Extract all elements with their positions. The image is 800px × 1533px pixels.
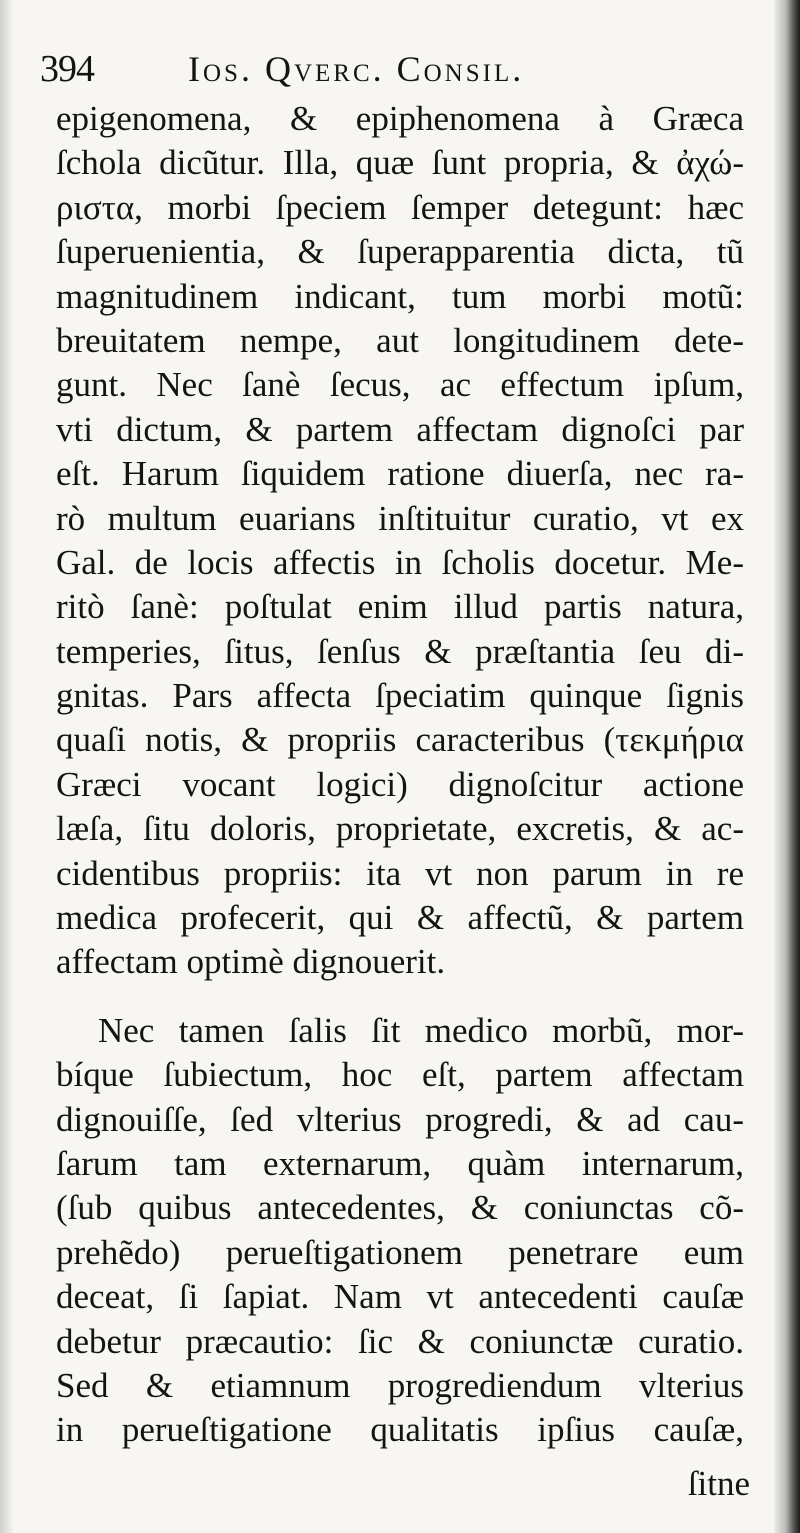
- text-line: magnitudinem indicant, tum morbi motũ:: [56, 276, 744, 316]
- text-line: debetur præcautio: ſic & coniunctæ curatio.: [56, 1321, 744, 1361]
- text-line: gunt. Nec ſanè ſecus, ac effectum ipſum,: [56, 365, 744, 405]
- text-line: rò multum euarians inſtituitur curatio, vt ex: [56, 498, 744, 538]
- text-line: temperies, ſitus, ſenſus & præſtantia ſeu di-: [56, 631, 744, 671]
- text-line: Gal. de locis affectis in ſcholis docetur. Me-: [56, 542, 744, 582]
- text-line: prehẽdo) perueſtigationem penetrare eum: [56, 1232, 744, 1272]
- text-line: cidentibus propriis: ita vt non parum in re: [56, 853, 744, 893]
- text-line: læſa, ſitu doloris, proprietate, excretis, & ac-: [56, 809, 744, 849]
- text-line: (ſub quibus antecedentes, & coniunctas cõ-: [56, 1188, 744, 1228]
- text-line: medica profecerit, qui & affectũ, & partem: [56, 898, 744, 938]
- text-line: ſuperuenientia, & ſuperapparentia dicta, tũ: [56, 232, 744, 272]
- paragraph-1: [56, 97, 744, 985]
- text-line: ritò ſanè: poſtulat enim illud partis natura,: [56, 587, 744, 627]
- running-head: Ios. Qverc. Consil.: [188, 49, 525, 89]
- text-line: bíque ſubiectum, hoc eſt, partem affectam: [56, 1055, 744, 1095]
- paragraph-gap: [56, 985, 744, 1009]
- text-line: eſt. Harum ſiquidem ratione diuerſa, nec ra-: [56, 454, 744, 494]
- text-line: ριστα, morbi ſpeciem ſemper detegunt: hæc: [56, 187, 744, 227]
- text-line: dignouiſſe, ſed vlterius progredi, & ad cau-: [56, 1099, 744, 1139]
- catchword: ſitne: [687, 1464, 750, 1503]
- body-text: [56, 97, 744, 1453]
- text-line: quaſi notis, & propriis caracteribus (τεκμήρια: [56, 720, 744, 760]
- page-left-edge: [0, 0, 14, 1533]
- page-number: 394: [40, 48, 94, 90]
- paragraph-2: [56, 1009, 744, 1453]
- text-line: vti dictum, & partem affectam dignoſci par: [56, 409, 744, 449]
- page-header: [40, 44, 740, 94]
- text-line: Nec tamen ſalis ſit medico morbũ, mor-: [98, 1010, 744, 1050]
- text-line: affectam optimè dignouerit.: [56, 942, 446, 982]
- text-line: ſchola dicũtur. Illa, quæ ſunt propria, & ἀχώ-: [56, 143, 744, 183]
- page-gutter-shadow: [774, 0, 800, 1533]
- text-line: in perueſtigatione qualitatis ipſius cauſæ,: [56, 1410, 744, 1450]
- text-line: deceat, ſi ſapiat. Nam vt antecedenti cauſæ: [56, 1277, 744, 1317]
- text-line: Græci vocant logici) dignoſcitur actione: [56, 764, 744, 804]
- text-line: Sed & etiamnum progrediendum vlterius: [56, 1365, 744, 1405]
- text-line: breuitatem nempe, aut longitudinem dete-: [56, 320, 744, 360]
- text-line: gnitas. Pars affecta ſpeciatim quinque ſignis: [56, 676, 744, 716]
- text-line: epigenomena, & epiphenomena à Græca: [56, 99, 744, 138]
- text-line: ſarum tam externarum, quàm internarum,: [56, 1143, 744, 1183]
